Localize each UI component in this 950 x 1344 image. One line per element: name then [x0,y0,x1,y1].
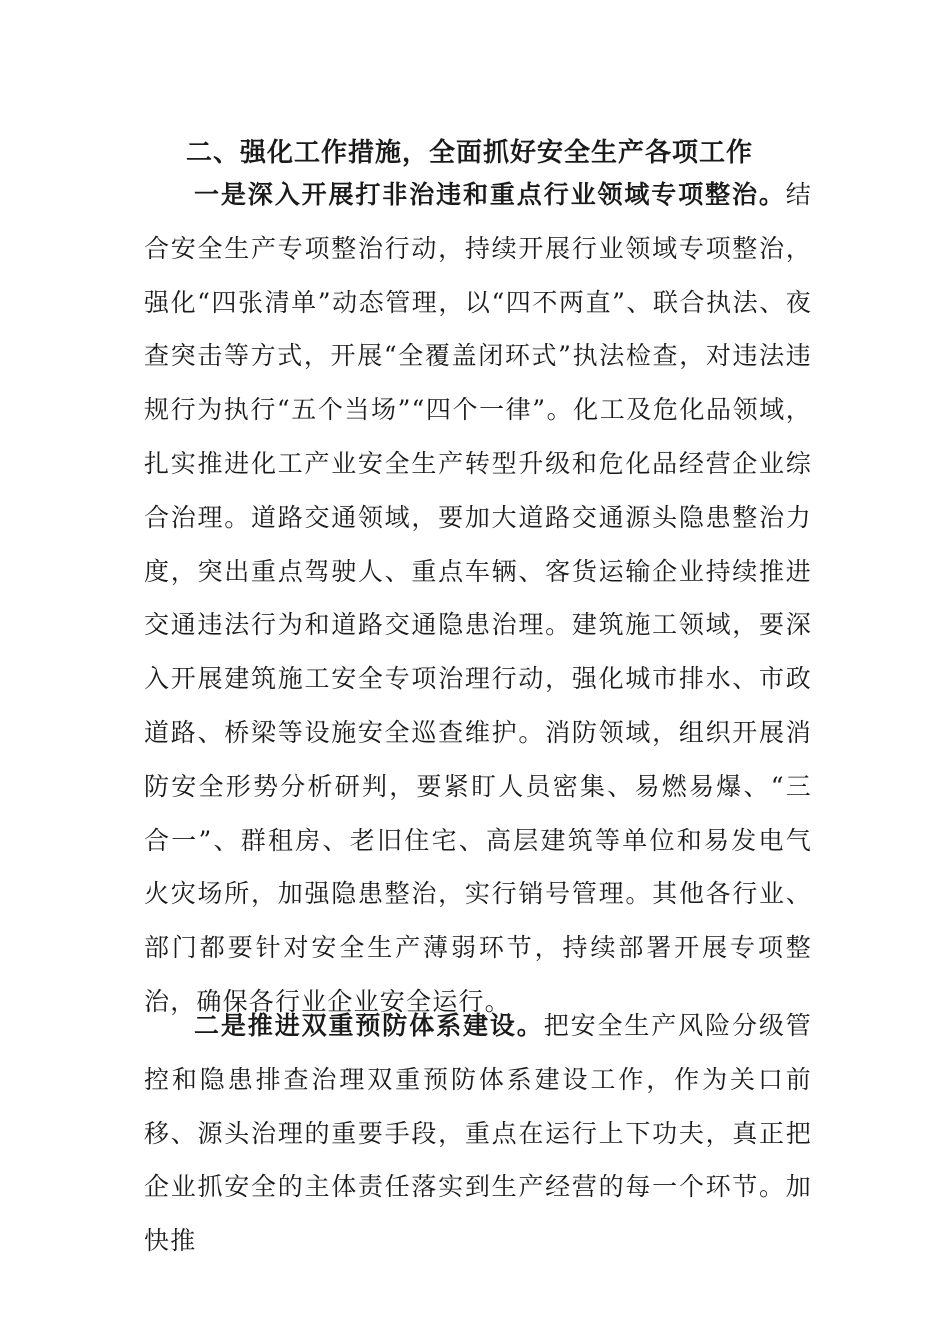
paragraph [144,168,812,1029]
paragraph-body: 结合安全生产专项整治行动，持续开展行业领域专项整治，强化“四张清单”动态管理，以“四不两直”、联合执法、夜查突击等方式，开展“全覆盖闭环式”执法检查，对违法违规行为执行“五个当场”“四个一律”。化工及危化品领域，扎实推进化工产业安全生产转型升级和危化品经营企业综合治理。道路交通领域，要加大道路交通源头隐患整治力度，突出重点驾驶人、重点车辆、客货运输企业持续推进交通违法行为和道路交通隐患治理。建筑施工领域，要深入开展建筑施工安全专项治理行动，强化城市排水、市政道路、桥梁等设施安全巡查维护。消防领域，组织开展消防安全形势分析研判，要紧盯人员密集、易燃易爆、“三合一”、群租房、老旧住宅、高层建筑等单位和易发电气火灾场所，加强隐患整治，实行销号管理。其他各行业、部门都要针对安全生产薄弱环节，持续部署开展专项整治，确保各行业企业安全运行。 [144,180,812,1016]
paragraph [144,999,812,1268]
paragraph-lead: 二是推进双重预防体系建设。 [194,1011,544,1040]
paragraph-body: 把安全生产风险分级管控和隐患排查治理双重预防体系建设工作，作为关口前移、源头治理的重要手段，重点在运行上下功夫，真正把企业抓安全的主体责任落实到生产经营的每一个环节。加快推 [144,1011,812,1256]
section-heading: 二、强化工作措施，全面抓好安全生产各项工作 [186,138,754,168]
paragraph-lead: 一是深入开展打非治违和重点行业领域专项整治。 [194,180,786,209]
